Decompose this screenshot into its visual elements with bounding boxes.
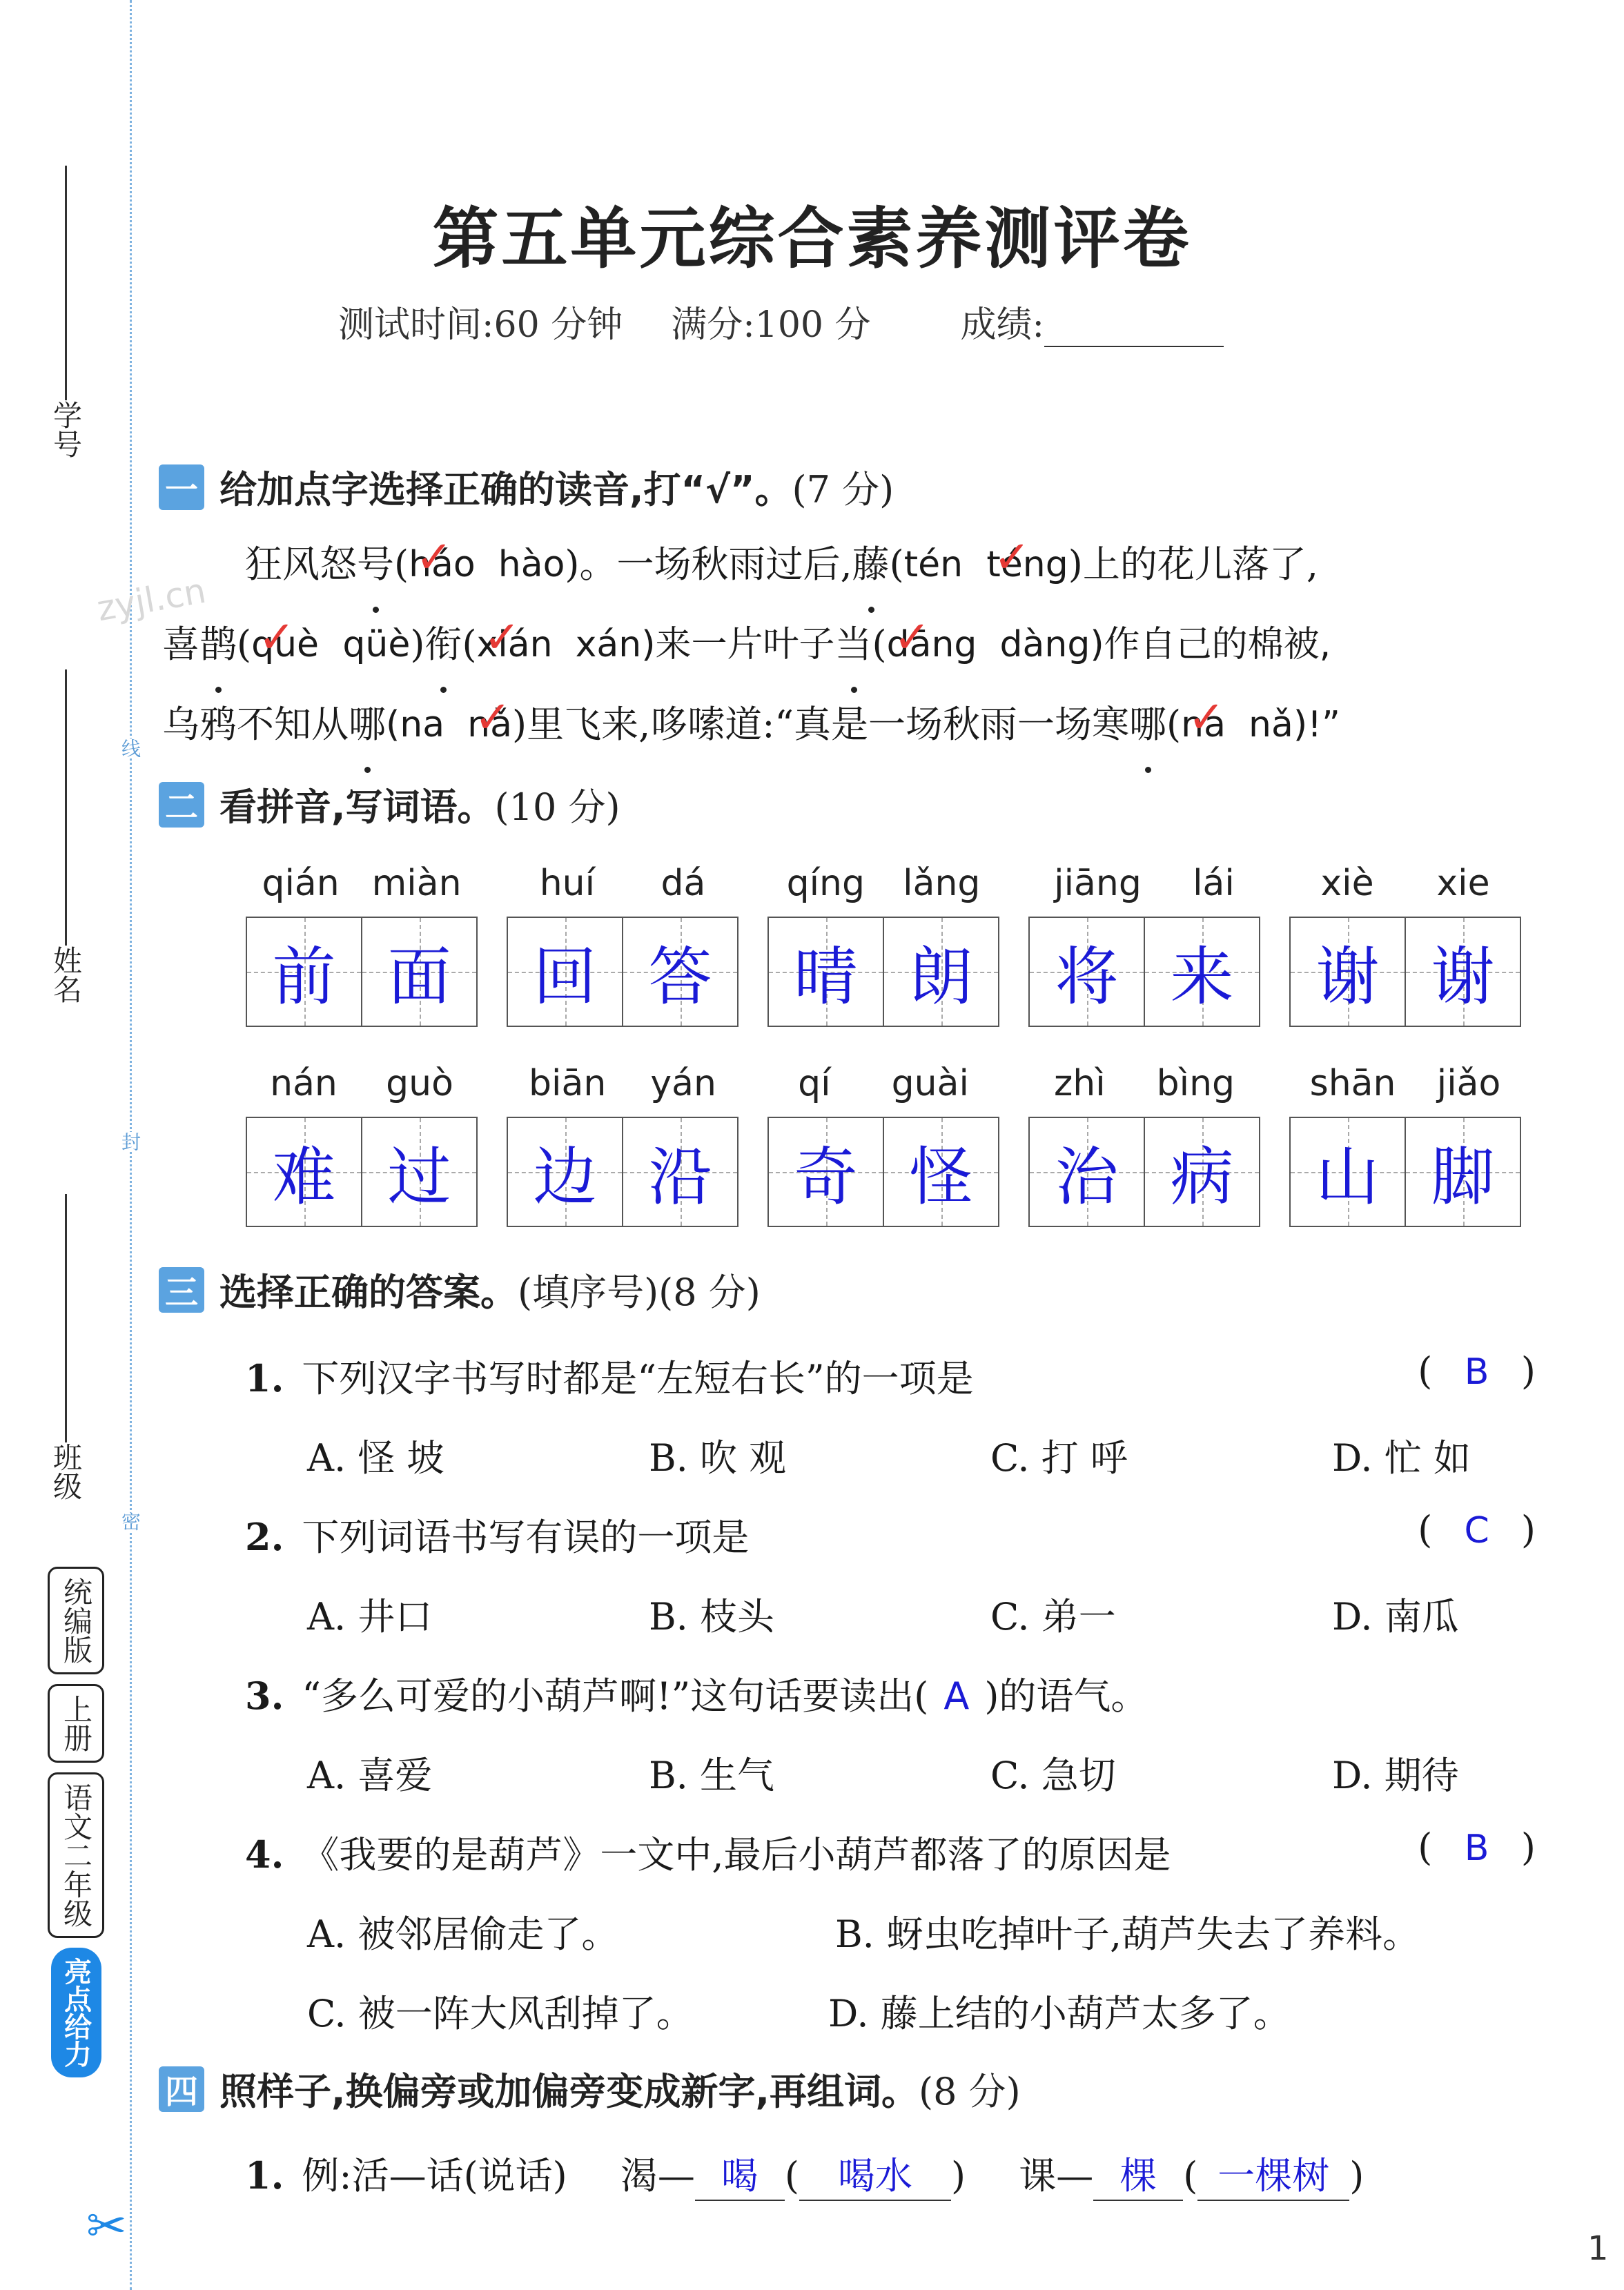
answer-input[interactable]: A [943,1674,970,1718]
section-3-header [159,1263,761,1316]
dotted-char: 藤 [852,525,890,605]
pinyin-option-checked[interactable]: háo ✓ [409,525,476,605]
full-score: 满分:100 分 [671,304,871,346]
passage-line-2 [162,605,1543,685]
text: ( [889,542,904,586]
pinyin: xiè [1320,863,1374,904]
section-2-number: 二 [159,782,204,828]
word-item [507,863,738,1027]
name-underline[interactable] [65,669,67,946]
tianzige-cell[interactable] [361,1118,476,1226]
option-b[interactable]: B. 蚜虫吃掉叶子,葫芦失去了养料。 [835,1912,1420,1956]
answer-char: 谢 [1315,940,1380,1014]
option-d[interactable]: D. 藤上结的小葫芦太多了。 [828,1992,1291,2035]
word-item [1028,1063,1260,1227]
question-number: 1. [245,2153,284,2198]
section-3-number: 三 [159,1267,204,1313]
pinyin: xie [1436,863,1490,904]
pinyin: qíng [786,863,865,904]
answer-char: 回 [533,940,597,1014]
question-text: 下列词语书写有误的一项是 [302,1516,750,1559]
section-4-header [159,2062,1021,2115]
spacer [963,525,986,605]
answer-char: 难 [272,1140,336,1214]
answer-char: 将 [1055,940,1119,1014]
text: ( [237,623,252,666]
word-item [1028,863,1260,1027]
option-d[interactable]: D. 南瓜 [1332,1595,1459,1638]
pinyin: guài [891,1063,969,1104]
answer-char: 怪 [909,1140,973,1214]
pinyin: guò [386,1063,453,1104]
dotted-char: 号 [357,525,394,605]
pinyin-option[interactable]: hào [475,544,565,585]
tianzige-cell[interactable] [247,1118,361,1226]
section-4-points: (8 分) [919,2070,1021,2113]
option-b[interactable]: B. 生气 [649,1754,775,1797]
section-1-number: 一 [159,464,204,510]
word-item [1289,1063,1521,1227]
pinyin: zhì [1053,1063,1106,1104]
brand-logo: 亮点给力 [51,1948,101,2077]
text: )。一场秋雨过后, [565,542,852,586]
name-field [41,663,90,1004]
question-1-options [307,1429,1543,1482]
passage-line-2-wrap [162,605,1543,685]
pinyin-option[interactable]: qüè [342,624,411,665]
tianzige-cell[interactable] [1291,918,1405,1026]
tianzige-cell[interactable] [1291,1118,1405,1226]
pinyin-row-2 [246,1063,1521,1227]
option-a[interactable]: A. 被邻居偷走了。 [307,1912,619,1956]
tianzige-cell[interactable] [769,918,883,1026]
answer-char: 朗 [909,940,973,1014]
question-number: 4. [245,1832,284,1877]
pinyin: lái [1193,863,1235,904]
question-2-options [307,1587,1543,1641]
book-grade: 语文二年级 [48,1772,104,1938]
book-info-strip [48,1567,104,2133]
pinyin-option[interactable]: nǎ)!” [1225,704,1340,745]
new-char-input[interactable]: 喝 [695,2146,785,2201]
score-blank[interactable] [1044,306,1224,347]
answer-char: 答 [648,940,712,1014]
pinyin: biān [529,1063,607,1104]
text: 狂风怒 [245,542,357,586]
answer-char: 谢 [1431,940,1495,1014]
option-d[interactable]: D. 期待 [1332,1754,1459,1797]
answer-char: 晴 [794,940,858,1014]
new-char-input[interactable]: 棵 [1093,2146,1183,2201]
question-2 [245,1508,1536,1561]
pinyin: shān [1309,1063,1396,1104]
tianzige-cell[interactable] [1144,918,1259,1026]
scissors-icon: ✂ [86,2198,127,2254]
pinyin-option-checked[interactable]: nǎ ✓ [467,685,512,765]
pinyin: qián [262,863,340,904]
option-b[interactable]: B. 枝头 [649,1595,775,1638]
class-label: 班级 [49,1442,83,1500]
cut-label-seal: 封 [119,1132,144,1151]
tianzige-cell[interactable] [508,918,622,1026]
dotted-char: 哪 [1129,685,1166,765]
option-a[interactable]: A. 井口 [307,1595,433,1638]
answer-char: 脚 [1431,1140,1495,1214]
question-text: “多么可爱的小葫芦啊!”这句话要读出( [302,1674,929,1718]
pinyin: yán [650,1063,716,1104]
answer-input[interactable]: C [1464,1510,1489,1552]
answer-input[interactable]: B [1464,1351,1489,1393]
option-c[interactable]: C. 弟一 [990,1595,1116,1638]
item-base-char: 渴— [620,2154,695,2198]
answer-input[interactable]: B [1464,1828,1489,1869]
pinyin: lǎng [903,863,981,904]
cut-label-line: 线 [119,738,144,758]
student-id-label: 学号 [49,400,83,458]
question-text: 《我要的是葫芦》一文中,最后小葫芦都落了的原因是 [302,1833,1171,1877]
tianzige-cell[interactable] [1030,918,1144,1026]
word-item [246,863,478,1027]
pinyin-option[interactable]: tén [903,544,963,585]
pinyin-option-checked[interactable]: dāng ✓ [887,605,977,685]
pinyin: miàn [371,863,462,904]
item-base-char: 课— [1019,2154,1094,2198]
spacer [319,605,342,685]
passage-line-3-wrap [162,685,1543,765]
section-1-header [159,460,894,513]
pinyin-option-checked[interactable]: téng ✓ [986,525,1068,605]
tianzige-cell[interactable] [1144,1118,1259,1226]
pinyin: nán [270,1063,337,1104]
answer-char: 病 [1170,1140,1234,1214]
pinyin: jiāng [1054,863,1142,904]
tianzige-cell[interactable] [361,918,476,1026]
test-time: 测试时间:60 分钟 [338,304,623,346]
tianzige-cell[interactable] [1030,1118,1144,1226]
pinyin-option-checked[interactable]: què ✓ [251,605,319,685]
s4-question-1: 1. 例:活—话(说话) 渴— 喝 ( 喝水 ) 课— 棵 ( 一棵树 ) [245,2146,1536,2201]
dotted-char: 衔 [424,605,462,685]
answer-paren: ( C ) [1418,1508,1536,1552]
text: ( [872,623,887,666]
answer-char: 面 [387,940,451,1014]
pinyin-row-1 [246,863,1521,1027]
example-label: 例: [302,2154,352,2198]
class-underline[interactable] [65,1194,67,1442]
option-c[interactable]: C. 打 呼 [990,1436,1128,1480]
pinyin: qí [798,1063,831,1104]
tianzige-cell[interactable] [1405,1118,1520,1226]
example-text: 活—话(说话) [351,2154,567,2198]
word-item [1289,863,1521,1027]
answer-paren: ( B ) [1418,1826,1536,1869]
answer-char: 山 [1315,1140,1380,1214]
passage-line-1 [245,525,1624,605]
page-title: 第五单元综合素养测评卷 [432,199,1192,277]
tianzige-cell[interactable] [247,918,361,1026]
pinyin-option[interactable]: (na [386,704,468,745]
pinyin: jiǎo [1436,1063,1501,1104]
text: 乌鸦不知从 [162,703,349,746]
dotted-char: 鹊 [199,605,237,685]
section-4-title: 照样子,换偏旁或加偏旁变成新字,再组词。 [219,2070,919,2113]
question-number: 2. [245,1515,284,1559]
answer-char: 边 [533,1140,597,1214]
tianzige-cell[interactable] [1405,918,1520,1026]
answer-paren: ( B ) [1418,1349,1536,1393]
dotted-char: 当 [835,605,872,685]
tianzige-cell[interactable] [883,1118,998,1226]
text: ( [394,542,409,586]
section-2-points: (10 分) [494,785,620,829]
section-2-header [159,778,620,831]
word-input[interactable]: 一棵树 [1197,2146,1349,2201]
text: )上的花儿落了, [1068,542,1319,586]
page-number: 1 [1587,2229,1609,2268]
question-text: )的语气。 [984,1674,1148,1718]
test-info [338,295,1224,347]
answer-char: 过 [387,1140,451,1214]
question-3-options [307,1746,1543,1799]
pinyin-option-checked[interactable]: na ✓ [1181,685,1226,765]
section-3-points: (填序号)(8 分) [518,1271,761,1314]
tianzige-cell[interactable] [508,1118,622,1226]
class-field [41,1187,90,1500]
text: ( [462,623,477,666]
option-a[interactable]: A. 怪 坡 [307,1436,444,1480]
option-d[interactable]: D. 忙 如 [1332,1436,1471,1480]
answer-char: 治 [1055,1140,1119,1214]
pinyin-option[interactable]: xán)来一片叶子 [552,624,835,665]
option-a[interactable]: A. 喜爱 [307,1754,433,1797]
tianzige-cell[interactable] [622,1118,737,1226]
text: )里飞来,哆嗦道:“真是一场秋雨一场寒 [512,703,1130,746]
name-label: 姓名 [49,946,83,1004]
tianzige-cell[interactable] [769,1118,883,1226]
word-input[interactable]: 喝水 [799,2146,951,2201]
answer-char: 前 [272,940,336,1014]
question-3 [245,1667,1536,1720]
section-3-title: 选择正确的答案。 [219,1271,518,1314]
score-label: 成绩: [960,304,1045,346]
section-1-passage [245,525,1624,605]
answer-char: 奇 [794,1140,858,1214]
pinyin-option-checked[interactable]: xián ✓ [477,605,553,685]
cut-label-secret: 密 [119,1511,144,1531]
question-text: 下列汉字书写时都是“左短右长”的一项是 [302,1357,974,1400]
pinyin-option[interactable]: dàng)作自己的棉被, [977,624,1331,665]
question-4 [245,1826,1536,1879]
option-c[interactable]: C. 被一阵大风刮掉了。 [307,1992,694,2035]
question-4-options-row-2 [307,1984,1543,2037]
text: 喜 [162,623,199,666]
tianzige-cell[interactable] [883,918,998,1026]
question-4-options-row-1 [307,1905,1543,1958]
question-1 [245,1349,1536,1402]
word-item [767,863,999,1027]
question-number: 3. [245,1674,284,1718]
word-item [767,1063,999,1227]
pinyin: dá [661,863,706,904]
book-volume: 上册 [48,1684,104,1763]
answer-char: 沿 [648,1140,712,1214]
dotted-char: 哪 [349,685,386,765]
section-4-number: 四 [159,2066,204,2112]
tianzige-cell[interactable] [622,918,737,1026]
option-b[interactable]: B. 吹 观 [649,1436,787,1480]
question-number: 1. [245,1356,284,1400]
book-version: 统编版 [48,1567,104,1674]
word-item [507,1063,738,1227]
passage-line-3 [162,685,1543,765]
watermark: zyjl.cn [94,570,209,629]
section-1-title: 给加点字选择正确的读音,打“√”。 [219,468,792,511]
pinyin: bìng [1156,1063,1235,1104]
pinyin: huí [539,863,596,904]
section-2-title: 看拼音,写词语。 [219,785,495,829]
section-1-points: (7 分) [792,468,894,511]
score-field [961,295,1224,347]
answer-char: 来 [1170,940,1234,1014]
option-c[interactable]: C. 急切 [990,1754,1116,1797]
word-item [246,1063,478,1227]
text: ) [410,623,425,666]
text: ( [1166,703,1182,746]
